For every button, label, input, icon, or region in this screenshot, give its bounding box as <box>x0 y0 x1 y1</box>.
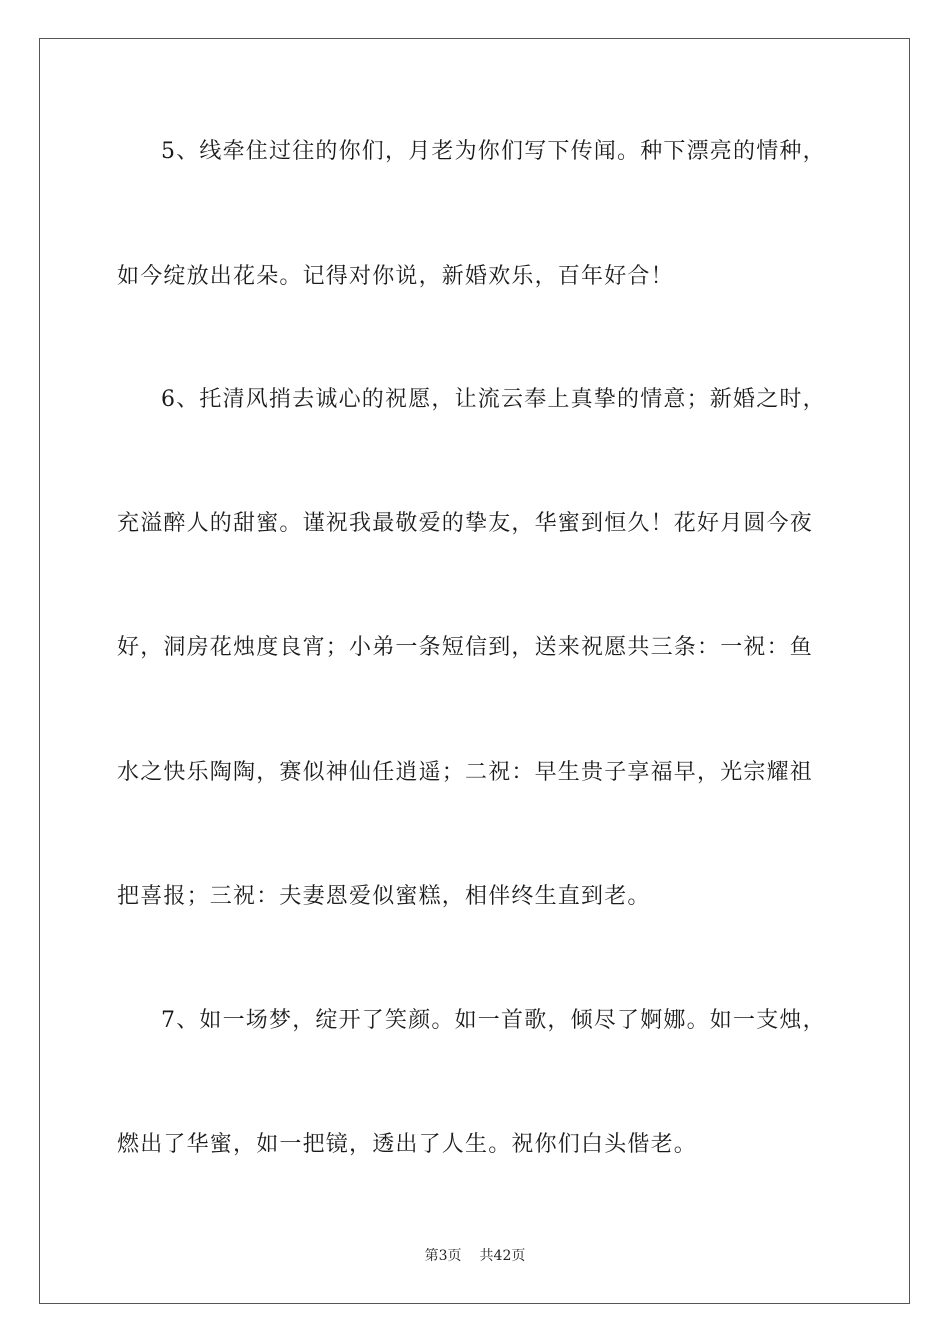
page-footer <box>0 1246 950 1266</box>
paragraph-6-line-3: 好，洞房花烛度良宵；小弟一条短信到，送来祝愿共三条：一祝：鱼 <box>117 635 814 660</box>
paragraph-6-line-2: 充溢醉人的甜蜜。谨祝我最敬爱的挚友，华蜜到恒久！花好月圆今夜 <box>117 511 814 536</box>
paragraph-7-line-1: 7、如一场梦，绽开了笑颜。如一首歌，倾尽了婀娜。如一支烛， <box>161 1008 826 1033</box>
paragraph-5-line-1: 5、线牵住过往的你们，月老为你们写下传闻。种下漂亮的情种， <box>161 139 826 164</box>
paragraph-5-line-2: 如今绽放出花朵。记得对你说，新婚欢乐，百年好合！ <box>117 264 674 289</box>
page-total: 共42页 <box>479 1248 526 1264</box>
paragraph-6-line-5: 把喜报；三祝：夫妻恩爱似蜜糕，相伴终生直到老。 <box>117 884 651 909</box>
page-number: 第3页 <box>424 1248 462 1264</box>
paragraph-6-line-1: 6、托清风捎去诚心的祝愿，让流云奉上真挚的情意；新婚之时， <box>161 387 826 412</box>
page-frame <box>39 38 910 1304</box>
paragraph-7-line-2: 燃出了华蜜，如一把镜，透出了人生。祝你们白头偕老。 <box>117 1132 698 1157</box>
paragraph-6-line-4: 水之快乐陶陶，赛似神仙任逍遥；二祝：早生贵子享福早，光宗耀祖 <box>117 760 814 785</box>
